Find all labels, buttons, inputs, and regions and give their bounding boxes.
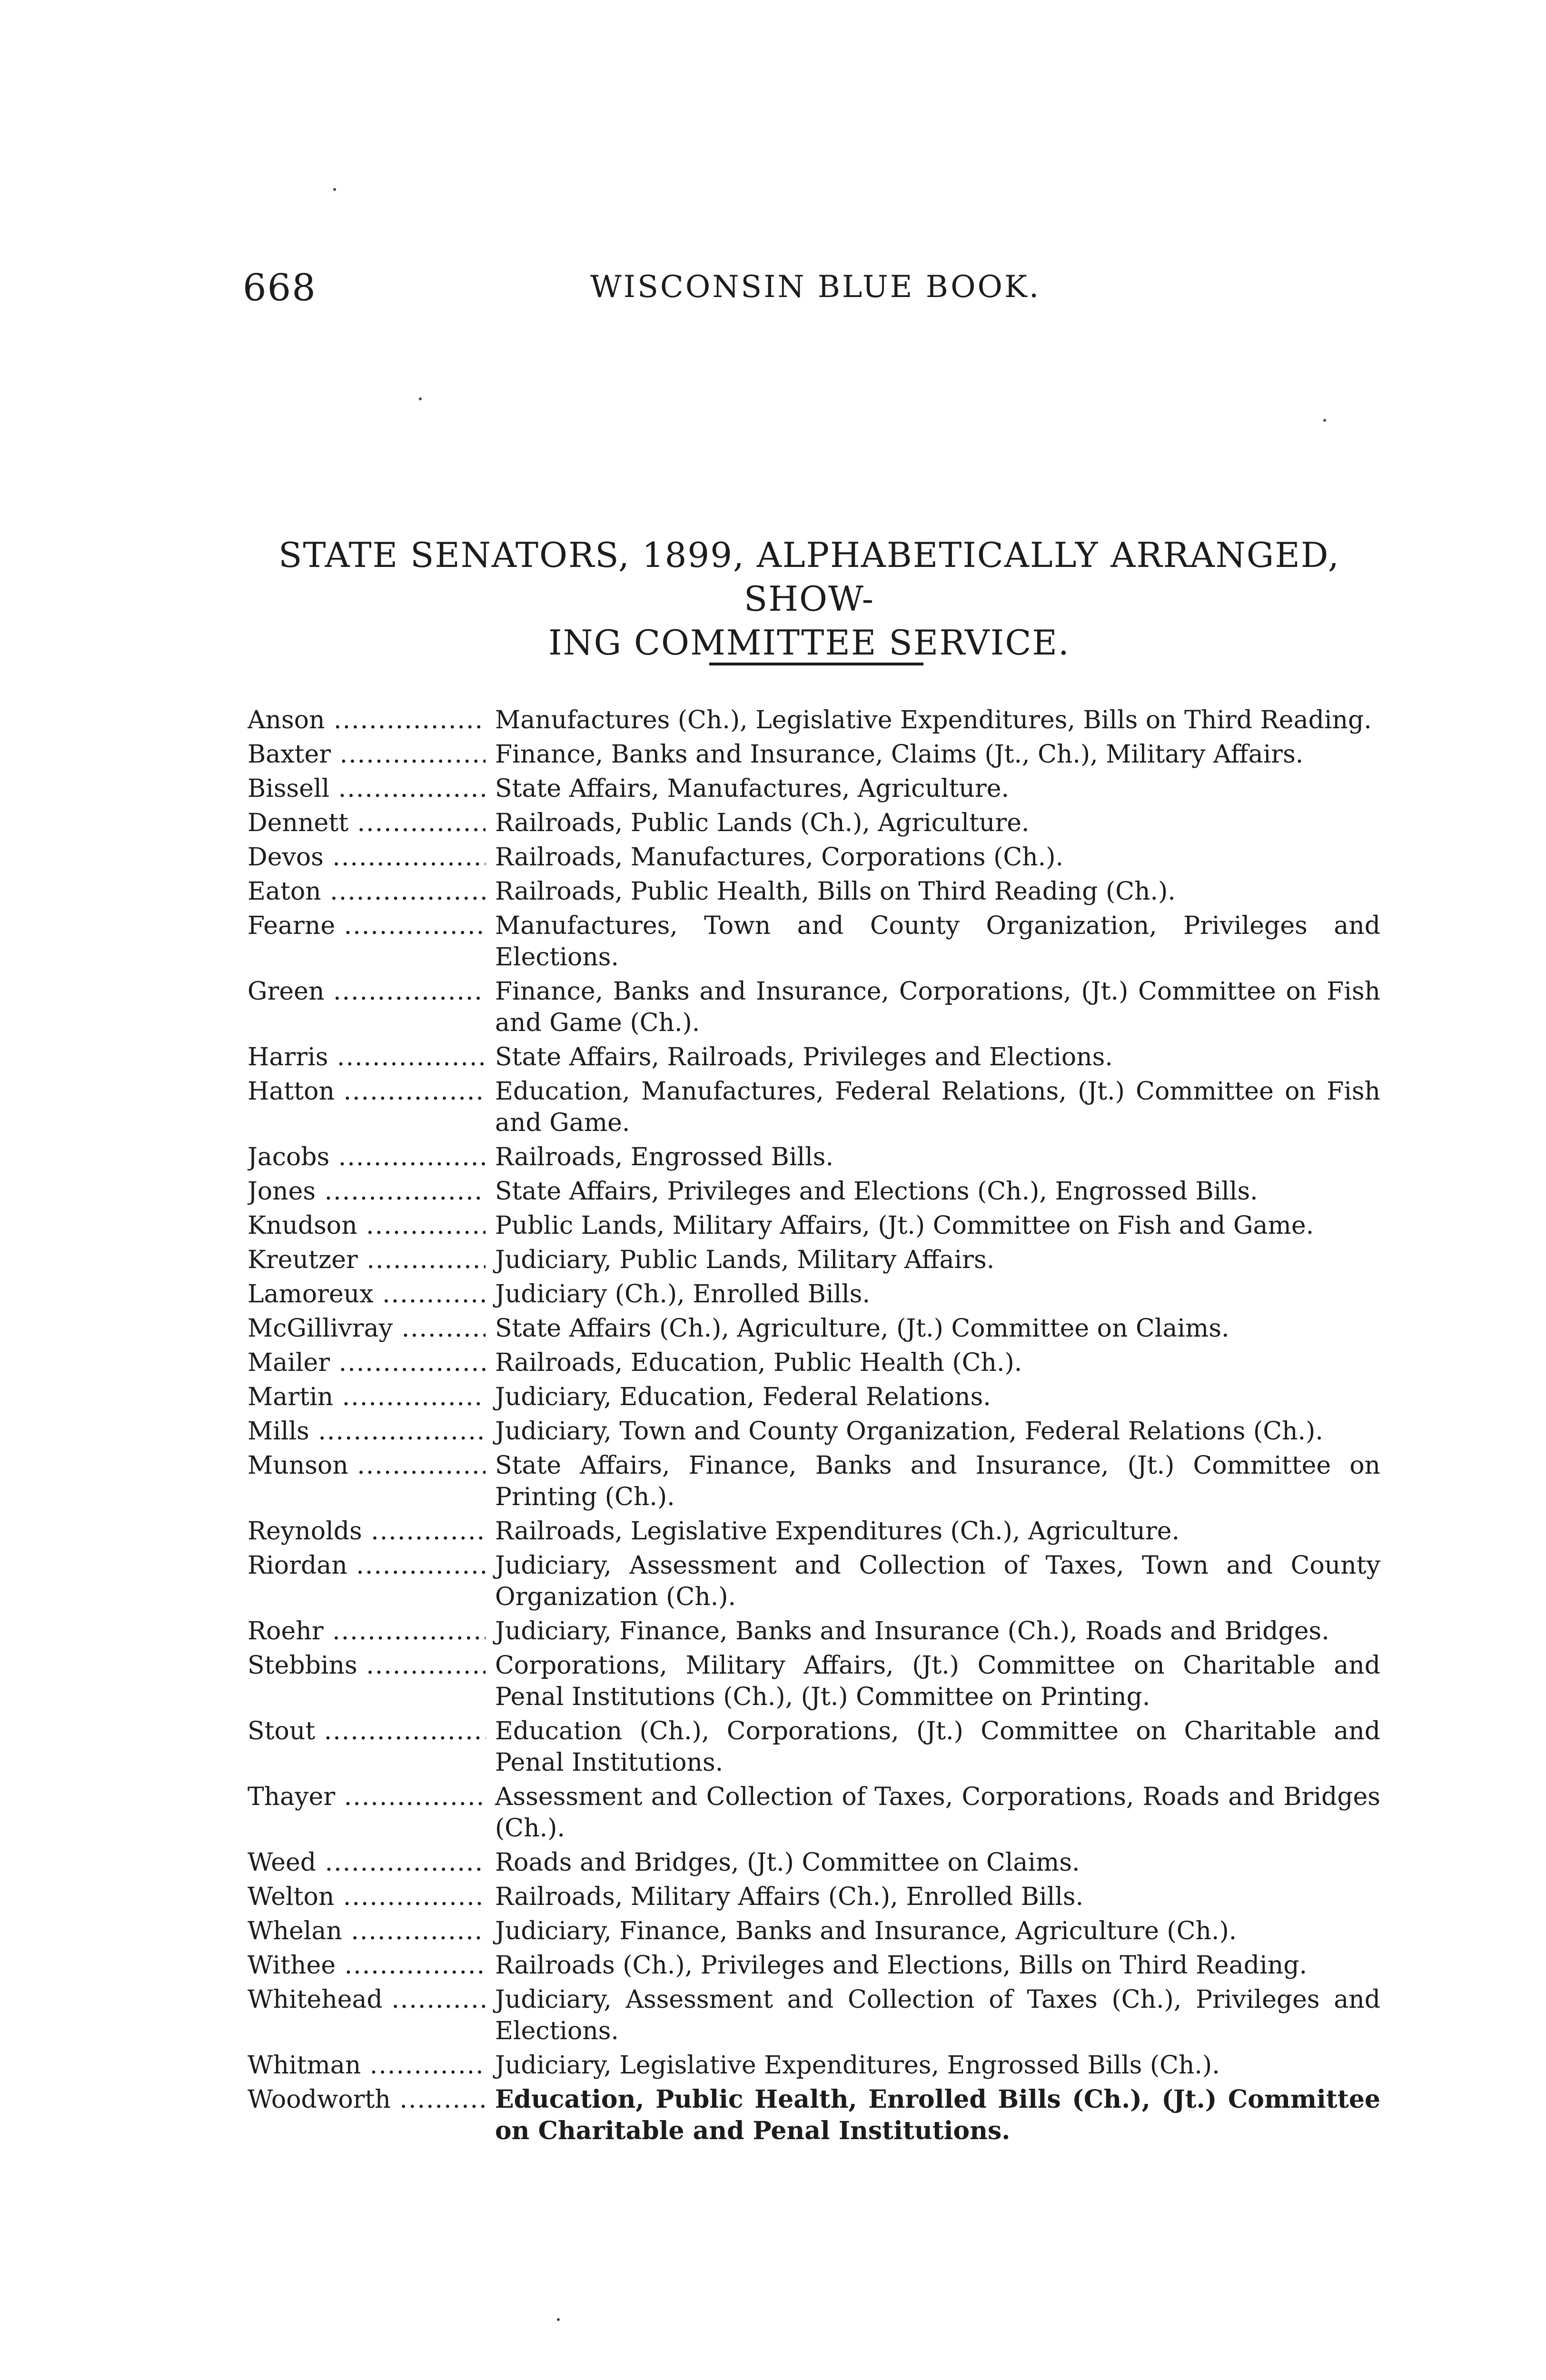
senator-name: Mills ..... bbox=[248, 1416, 486, 1447]
senator-committees: Roads and Bridges, (Jt.) Committee on Claims. bbox=[495, 1848, 1080, 1877]
senator-entry bbox=[248, 1915, 1380, 1947]
senator-entry bbox=[248, 1716, 1380, 1778]
senator-name: Fearne ..... bbox=[248, 910, 486, 942]
senator-committees: State Affairs, Finance, Banks and Insurance, (Jt.) Committee on Printing (Ch.). bbox=[495, 1451, 1380, 1511]
scan-speck bbox=[557, 2318, 560, 2321]
senator-committees: State Affairs, Manufactures, Agriculture. bbox=[495, 774, 1010, 803]
senator-name: Hatton ..... bbox=[248, 1076, 486, 1107]
senator-name: Thayer ..... bbox=[248, 1781, 486, 1813]
senator-committees: Finance, Banks and Insurance, Corporations, (Jt.) Committee on Fish and Game (Ch.). bbox=[495, 977, 1380, 1037]
senator-entry bbox=[248, 1984, 1380, 2047]
senator-name: Jacobs ..... bbox=[248, 1141, 486, 1173]
senator-name: Dennett ..... bbox=[248, 807, 486, 839]
senator-committees: Judiciary, Town and County Organization, Federal Relations (Ch.). bbox=[495, 1417, 1323, 1446]
senator-entry bbox=[248, 1279, 1380, 1310]
senator-entry bbox=[248, 1950, 1380, 1981]
senator-committees: Manufactures, Town and County Organization, Privileges and Elections. bbox=[495, 912, 1380, 972]
senator-committees: Education (Ch.), Corporations, (Jt.) Committee on Charitable and Penal Institutions. bbox=[495, 1717, 1380, 1777]
senator-name: Whelan ..... bbox=[248, 1915, 486, 1947]
senator-committees: Public Lands, Military Affairs, (Jt.) Committee on Fish and Game. bbox=[495, 1211, 1314, 1240]
senator-name: Weed ..... bbox=[248, 1847, 486, 1878]
page-header bbox=[243, 267, 1385, 309]
senator-name: Bissell ..... bbox=[248, 773, 486, 804]
senator-committees: State Affairs, Privileges and Elections (Ch.), Engrossed Bills. bbox=[495, 1177, 1258, 1206]
senator-name: Reynolds ..... bbox=[248, 1516, 486, 1547]
senator-name: Harris ..... bbox=[248, 1041, 486, 1073]
senator-entry bbox=[248, 1516, 1380, 1547]
senator-committees: Judiciary, Assessment and Collection of Taxes, Town and County Organization (Ch.). bbox=[495, 1551, 1380, 1611]
senator-entry bbox=[248, 1416, 1380, 1447]
senator-name: Riordan ..... bbox=[248, 1550, 486, 1581]
senator-committees: Corporations, Military Affairs, (Jt.) Committee on Charitable and Penal Institutions (Ch.), (Jt.) Committee on Printing. bbox=[495, 1651, 1380, 1711]
senator-entry bbox=[248, 842, 1380, 873]
senator-committees: Judiciary, Public Lands, Military Affairs. bbox=[495, 1246, 995, 1274]
senator-name: Lamoreux ..... bbox=[248, 1279, 486, 1310]
senator-entry bbox=[248, 1616, 1380, 1647]
senator-committees: Manufactures (Ch.), Legislative Expenditures, Bills on Third Reading. bbox=[495, 706, 1372, 734]
section-title bbox=[228, 533, 1390, 664]
senator-committees: Railroads (Ch.), Privileges and Elections, Bills on Third Reading. bbox=[495, 1951, 1308, 1980]
senator-name: Woodworth ..... bbox=[248, 2084, 486, 2115]
senator-entry bbox=[248, 1550, 1380, 1613]
senator-entry bbox=[248, 2084, 1380, 2147]
senator-committees: Railroads, Military Affairs (Ch.), Enrolled Bills. bbox=[495, 1883, 1084, 1911]
senator-committees: Education, Public Health, Enrolled Bills (Ch.), (Jt.) Committee on Charitable and Penal Institutions. bbox=[495, 2085, 1380, 2145]
senator-entry bbox=[248, 807, 1380, 839]
senator-name: Mailer ..... bbox=[248, 1347, 486, 1378]
senator-committees: Railroads, Engrossed Bills. bbox=[495, 1143, 833, 1171]
senator-entry bbox=[248, 1141, 1380, 1173]
senator-name: Munson ..... bbox=[248, 1450, 486, 1481]
senator-committees: Judiciary, Assessment and Collection of Taxes (Ch.), Privileges and Elections. bbox=[495, 1985, 1380, 2045]
senator-entry bbox=[248, 1041, 1380, 1073]
senator-entry bbox=[248, 1244, 1380, 1276]
senator-committees: Judiciary, Finance, Banks and Insurance (Ch.), Roads and Bridges. bbox=[495, 1617, 1329, 1646]
senator-entry bbox=[248, 1847, 1380, 1878]
senator-entry bbox=[248, 1210, 1380, 1241]
scan-speck bbox=[419, 397, 422, 400]
senator-entry bbox=[248, 1347, 1380, 1378]
senator-entry bbox=[248, 1381, 1380, 1413]
senator-committees: Judiciary (Ch.), Enrolled Bills. bbox=[495, 1280, 870, 1309]
senator-name: Whitman ..... bbox=[248, 2050, 486, 2081]
senator-entry bbox=[248, 1781, 1380, 1844]
senator-name: Martin ..... bbox=[248, 1381, 486, 1413]
senator-committees: Railroads, Legislative Expenditures (Ch.), Agriculture. bbox=[495, 1517, 1180, 1546]
senator-name: McGillivray ..... bbox=[248, 1313, 486, 1344]
senator-name: Jones ..... bbox=[248, 1176, 486, 1207]
senator-name: Stebbins ..... bbox=[248, 1650, 486, 1681]
senator-entry bbox=[248, 876, 1380, 907]
senator-committees: State Affairs, Railroads, Privileges and Elections. bbox=[495, 1043, 1113, 1071]
senator-entry bbox=[248, 1176, 1380, 1207]
senator-entry bbox=[248, 2050, 1380, 2081]
page-number: 668 bbox=[243, 267, 317, 309]
senator-entry bbox=[248, 1450, 1380, 1513]
senator-name: Whitehead ..... bbox=[248, 1984, 486, 2015]
section-title-line-2: ING COMMITTEE SERVICE. bbox=[548, 623, 1070, 663]
title-rule bbox=[709, 663, 923, 665]
senator-name: Withee ..... bbox=[248, 1950, 486, 1981]
senator-name: Baxter ..... bbox=[248, 739, 486, 770]
senator-name: Eaton ..... bbox=[248, 876, 486, 907]
senator-committees: Railroads, Public Health, Bills on Third Reading (Ch.). bbox=[495, 877, 1176, 906]
senator-committees: State Affairs (Ch.), Agriculture, (Jt.) Committee on Claims. bbox=[495, 1314, 1229, 1343]
senator-name: Kreutzer ..... bbox=[248, 1244, 486, 1276]
senator-list bbox=[248, 704, 1380, 2150]
senator-committees: Railroads, Manufactures, Corporations (Ch.). bbox=[495, 843, 1064, 872]
senator-committees: Judiciary, Education, Federal Relations. bbox=[495, 1383, 991, 1411]
senator-entry bbox=[248, 773, 1380, 804]
senator-committees: Railroads, Education, Public Health (Ch.). bbox=[495, 1349, 1022, 1377]
senator-name: Stout ..... bbox=[248, 1716, 486, 1747]
senator-committees: Education, Manufactures, Federal Relations, (Jt.) Committee on Fish and Game. bbox=[495, 1077, 1380, 1137]
senator-name: Anson ..... bbox=[248, 704, 486, 736]
senator-entry bbox=[248, 1313, 1380, 1344]
senator-committees: Railroads, Public Lands (Ch.), Agriculture. bbox=[495, 809, 1030, 837]
scan-speck bbox=[333, 188, 336, 191]
senator-entry bbox=[248, 704, 1380, 736]
running-title: WISCONSIN BLUE BOOK. bbox=[590, 269, 1041, 305]
senator-entry bbox=[248, 739, 1380, 770]
senator-name: Roehr ..... bbox=[248, 1616, 486, 1647]
senator-committees: Assessment and Collection of Taxes, Corporations, Roads and Bridges (Ch.). bbox=[495, 1783, 1380, 1843]
senator-name: Knudson ..... bbox=[248, 1210, 486, 1241]
senator-entry bbox=[248, 910, 1380, 973]
senator-entry bbox=[248, 976, 1380, 1039]
senator-entry bbox=[248, 1881, 1380, 1913]
senator-entry bbox=[248, 1076, 1380, 1139]
senator-entry bbox=[248, 1650, 1380, 1713]
senator-name: Devos ..... bbox=[248, 842, 486, 873]
scan-speck bbox=[1323, 419, 1326, 422]
senator-committees: Judiciary, Finance, Banks and Insurance, Agriculture (Ch.). bbox=[495, 1917, 1237, 1945]
senator-committees: Judiciary, Legislative Expenditures, Engrossed Bills (Ch.). bbox=[495, 2051, 1220, 2080]
senator-name: Green ..... bbox=[248, 976, 486, 1007]
senator-committees: Finance, Banks and Insurance, Claims (Jt., Ch.), Military Affairs. bbox=[495, 740, 1304, 769]
senator-name: Welton ..... bbox=[248, 1881, 486, 1913]
section-title-line-1: STATE SENATORS, 1899, ALPHABETICALLY ARRANGED, SHOW- bbox=[278, 535, 1340, 619]
